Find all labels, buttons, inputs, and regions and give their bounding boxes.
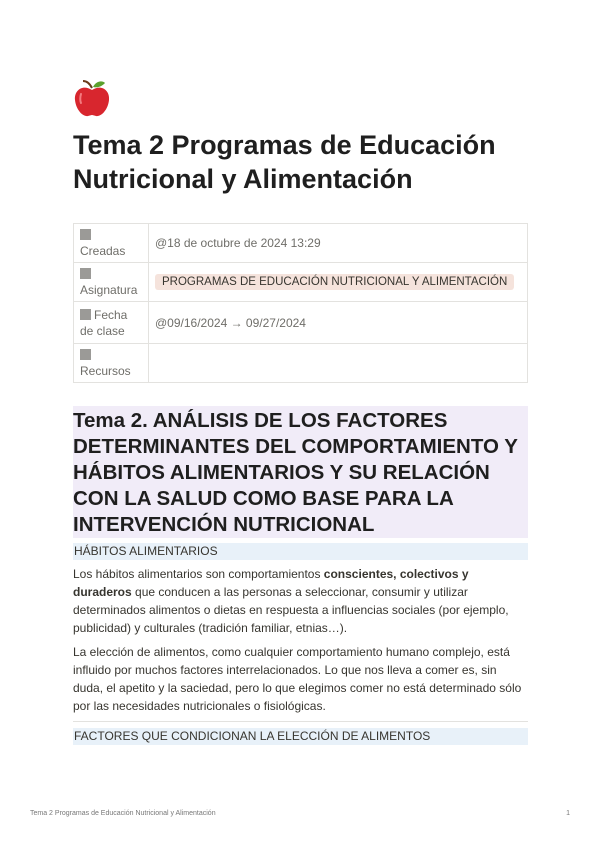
property-key (74, 344, 149, 383)
property-value[interactable] (149, 344, 528, 383)
subject-tag[interactable]: PROGRAMAS DE EDUCACIÓN NUTRICIONAL Y ALIMENTACIÓN (155, 274, 514, 290)
subheading-factores: FACTORES QUE CONDICIONAN LA ELECCIÓN DE ALIMENTOS (73, 728, 528, 745)
page-footer (30, 810, 570, 817)
property-icon (80, 349, 91, 360)
page-title: Tema 2 Programas de Educación Nutricional y Alimentación (73, 130, 496, 194)
page-content (73, 78, 528, 745)
property-key (74, 263, 149, 302)
divider (73, 721, 528, 722)
property-row (74, 263, 528, 302)
property-row (74, 302, 528, 344)
property-label: Recursos (80, 364, 131, 378)
property-key (74, 224, 149, 263)
properties-table (73, 223, 528, 383)
paragraph-1 (73, 565, 528, 637)
paragraph-1-text-end: que conducen a las personas a seleccionar, consumir y utilizar determinados alimentos o dietas en respuesta a influencias sociales (por ejemplo, publicidad) y culturales (tradición familiar, etnias…). (73, 585, 509, 635)
property-label: Asignatura (80, 283, 138, 297)
property-label: Fecha de clase (80, 307, 128, 338)
property-key (74, 302, 149, 344)
property-icon (80, 268, 91, 279)
property-label: Creadas (80, 244, 126, 258)
page-number: 1 (566, 810, 570, 817)
paragraph-2: La elección de alimentos, como cualquier comportamiento humano complejo, está influido por muchos factores interrelacionados. Lo que nos lleva a comer es, sin duda, el apetito y la saciedad, pero lo que elegimos comer no está determinado sólo por las necesidades nutricionales o fisiológicas. (73, 645, 522, 713)
section-heading: Tema 2. ANÁLISIS DE LOS FACTORES DETERMINANTES DEL COMPORTAMIENTO Y HÁBITOS ALIMENTARIOS Y SU RELACIÓN CON LA SALUD COMO BASE PARA LA INTERVENCIÓN NUTRICIONAL (73, 406, 528, 538)
footer-title: Tema 2 Programas de Educación Nutricional y Alimentación (30, 810, 216, 817)
paragraph-1-bold: conscientes, colectivos y duraderos (73, 567, 469, 599)
property-row (74, 344, 528, 383)
property-icon (80, 309, 91, 320)
property-value[interactable]: @09/16/2024 → 09/27/2024 (149, 302, 528, 344)
property-value[interactable]: @18 de octubre de 2024 13:29 (149, 224, 528, 263)
property-icon (80, 229, 91, 240)
apple-icon (73, 78, 111, 118)
paragraph-1-text: Los hábitos alimentarios son comportamientos (73, 567, 324, 581)
subheading-habitos: HÁBITOS ALIMENTARIOS (73, 543, 528, 560)
property-row (74, 224, 528, 263)
property-value (149, 263, 528, 302)
